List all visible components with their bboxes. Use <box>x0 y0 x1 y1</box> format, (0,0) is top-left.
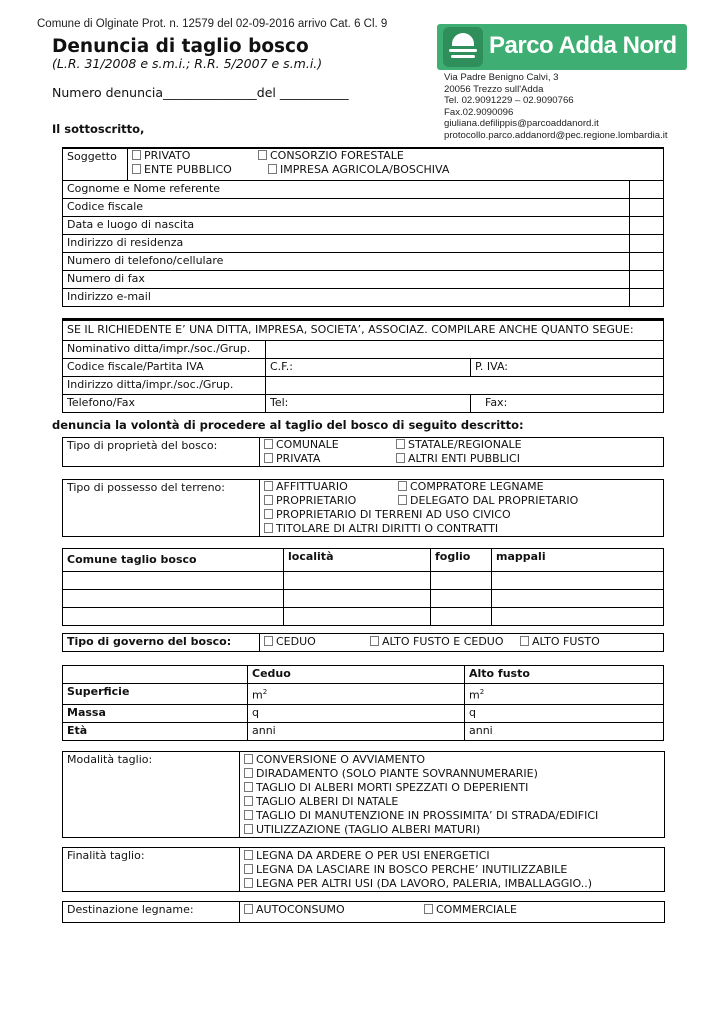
page-title: Denuncia di taglio bosco <box>52 36 309 57</box>
massa-alto-input[interactable]: q <box>465 704 664 722</box>
possesso-label: Tipo di possesso del terreno: <box>63 480 260 537</box>
option-label: CONVERSIONE O AVVIAMENTO <box>256 753 426 766</box>
destinazione-options <box>240 902 665 923</box>
checkbox-icon[interactable] <box>396 453 405 463</box>
table-cell[interactable] <box>431 608 492 626</box>
destinazione-table <box>62 901 665 923</box>
checkbox-icon[interactable] <box>244 878 253 888</box>
option-alto-fusto-ceduo[interactable] <box>370 634 520 650</box>
field-label: Cognome e Nome referente <box>63 181 630 199</box>
unit-label: m <box>252 688 263 702</box>
checkbox-icon[interactable] <box>244 768 253 778</box>
table-cell[interactable] <box>63 590 284 608</box>
option-label: COMPRATORE LEGNAME <box>410 480 544 493</box>
possesso-table <box>62 479 664 537</box>
option-label: TAGLIO DI MANUTENZIONE IN PROSSIMITA’ DI STRADA/EDIFICI <box>256 809 599 822</box>
option-label: CEDUO <box>276 635 316 648</box>
field-input[interactable] <box>630 253 664 271</box>
option-label: UTILIZZAZIONE (TAGLIO ALBERI MATURI) <box>256 823 481 836</box>
option-alberi-natale[interactable] <box>244 795 660 809</box>
checkbox-icon[interactable] <box>398 495 407 505</box>
field-label: Indirizzo di residenza <box>63 235 630 253</box>
ditta-table <box>62 318 664 413</box>
denuncia-statement: denuncia la volontà di procedere al taglio del bosco di seguito descritto: <box>52 418 524 432</box>
table-row <box>63 590 664 608</box>
option-impresa[interactable] <box>258 163 449 177</box>
field-label: Codice fiscale/Partita IVA <box>63 359 266 377</box>
option-conversione[interactable] <box>244 753 660 767</box>
modalita-table <box>62 751 665 838</box>
contact-line: Tel. 02.9091229 – 02.9090766 <box>444 95 574 106</box>
piva-input[interactable]: P. IVA: <box>471 359 664 377</box>
checkbox-icon[interactable] <box>244 864 253 874</box>
governo-options <box>260 634 664 652</box>
option-legna-ardere[interactable] <box>244 849 660 863</box>
field-label: Nominativo ditta/impr./soc./Grup. <box>63 341 266 359</box>
checkbox-icon[interactable] <box>244 824 253 834</box>
table-cell[interactable] <box>63 608 284 626</box>
field-input[interactable] <box>266 377 664 395</box>
option-label: ALTO FUSTO <box>532 635 600 648</box>
checkbox-icon[interactable] <box>264 636 273 646</box>
finalita-options <box>240 848 665 892</box>
option-altri-diritti[interactable] <box>264 522 498 536</box>
table-cell[interactable] <box>284 608 431 626</box>
col-header-foglio: foglio <box>431 549 492 572</box>
table-cell[interactable] <box>284 572 431 590</box>
option-diradamento[interactable] <box>244 767 660 781</box>
contact-line: Fax.02.9090096 <box>444 106 514 118</box>
checkbox-icon[interactable] <box>370 636 379 646</box>
option-label: COMUNALE <box>276 438 339 451</box>
contact-line: Via Padre Benigno Calvi, 3 <box>444 72 559 83</box>
sottoscritto-label: Il sottoscritto, <box>52 122 145 136</box>
checkbox-icon[interactable] <box>264 509 273 519</box>
option-utilizzazione[interactable] <box>244 823 660 837</box>
option-alto-fusto[interactable] <box>520 634 600 650</box>
modalita-options <box>240 752 665 838</box>
checkbox-icon[interactable] <box>268 164 277 174</box>
field-label: Data e luogo di nascita <box>63 217 630 235</box>
option-label: PROPRIETARIO DI TERRENI AD USO CIVICO <box>276 508 511 521</box>
row-label: Massa <box>63 704 248 722</box>
option-privata[interactable] <box>264 452 396 466</box>
tel-input[interactable]: Tel: <box>266 395 471 413</box>
field-input[interactable] <box>630 181 664 199</box>
eta-alto-input[interactable]: anni <box>465 722 664 740</box>
col-header-ceduo: Ceduo <box>248 666 465 684</box>
option-uso-civico[interactable] <box>264 508 511 522</box>
table-row <box>63 572 664 590</box>
option-autoconsumo[interactable] <box>244 902 424 918</box>
possesso-options <box>260 480 664 537</box>
checkbox-icon[interactable] <box>244 810 253 820</box>
option-label: TAGLIO DI ALBERI MORTI SPEZZATI O DEPERIENTI <box>256 781 529 794</box>
checkbox-icon[interactable] <box>244 796 253 806</box>
soggetto-table <box>62 147 664 307</box>
protocol-stamp: Comune di Olginate Prot. n. 12579 del 02-09-2016 arrivo Cat. 6 Cl. 9 <box>37 18 388 30</box>
checkbox-icon[interactable] <box>264 495 273 505</box>
option-label: DELEGATO DAL PROPRIETARIO <box>410 494 579 507</box>
col-header-comune: Comune taglio bosco <box>63 549 284 572</box>
park-logo-text: Parco Adda Nord <box>489 32 677 59</box>
superficie-ceduo-input[interactable] <box>248 684 465 705</box>
option-label: ALTO FUSTO E CEDUO <box>382 635 504 648</box>
col-header-mappali: mappali <box>492 549 664 572</box>
option-commerciale[interactable] <box>424 902 517 918</box>
table-row <box>63 722 664 740</box>
checkbox-icon[interactable] <box>258 150 267 160</box>
checkbox-icon[interactable] <box>264 481 273 491</box>
option-label: PROPRIETARIO <box>276 494 357 507</box>
row-label: Età <box>63 722 248 740</box>
massa-ceduo-input[interactable]: q <box>248 704 465 722</box>
park-logo-icon <box>443 27 483 67</box>
finalita-table <box>62 847 665 892</box>
park-logo <box>437 24 687 70</box>
unit-exponent: 2 <box>262 688 268 696</box>
contact-line: protocollo.parco.addanord@pec.regione.lombardia.it <box>444 129 668 141</box>
option-consorzio[interactable] <box>258 149 404 163</box>
checkbox-icon[interactable] <box>264 523 273 533</box>
soggetto-options <box>128 148 664 181</box>
modalita-label: Modalità taglio: <box>63 752 240 838</box>
option-label: DIRADAMENTO (SOLO PIANTE SOVRANNUMERARIE) <box>256 767 538 780</box>
field-label: Numero di fax <box>63 271 630 289</box>
option-comunale[interactable] <box>264 438 396 452</box>
cf-input[interactable]: C.F.: <box>266 359 471 377</box>
option-privato[interactable] <box>132 149 258 163</box>
option-ente-pubblico[interactable] <box>132 163 258 177</box>
field-input[interactable] <box>266 341 664 359</box>
field-label: Codice fiscale <box>63 199 630 217</box>
park-contacts <box>444 72 668 141</box>
table-cell[interactable] <box>284 590 431 608</box>
checkbox-icon[interactable] <box>244 904 253 914</box>
option-label: PRIVATA <box>276 452 321 465</box>
eta-ceduo-input[interactable]: anni <box>248 722 465 740</box>
checkbox-icon[interactable] <box>244 782 253 792</box>
checkbox-icon[interactable] <box>132 150 141 160</box>
proprieta-label: Tipo di proprietà del bosco: <box>63 438 260 467</box>
table-cell[interactable] <box>63 572 284 590</box>
table-row <box>63 608 664 626</box>
field-input[interactable] <box>630 199 664 217</box>
field-input[interactable] <box>630 217 664 235</box>
option-statale[interactable] <box>396 438 522 452</box>
checkbox-icon[interactable] <box>264 453 273 463</box>
option-label: AUTOCONSUMO <box>256 903 345 916</box>
table-cell[interactable] <box>492 572 664 590</box>
unit-exponent: 2 <box>479 688 485 696</box>
table-cell[interactable] <box>492 590 664 608</box>
option-altri-enti[interactable] <box>396 452 520 466</box>
comune-table <box>62 548 664 626</box>
table-cell[interactable] <box>431 590 492 608</box>
contact-line: 20056 Trezzo sull'Adda <box>444 83 544 95</box>
fax-input[interactable]: Fax: <box>471 395 664 413</box>
option-label: IMPRESA AGRICOLA/BOSCHIVA <box>280 163 450 176</box>
checkbox-icon[interactable] <box>398 481 407 491</box>
field-label: Indirizzo e-mail <box>63 289 630 307</box>
option-label: PRIVATO <box>144 149 191 162</box>
table-cell[interactable] <box>492 608 664 626</box>
proprieta-options <box>260 438 664 467</box>
option-label: TAGLIO ALBERI DI NATALE <box>256 795 399 808</box>
law-reference: (L.R. 31/2008 e s.m.i.; R.R. 5/2007 e s.m.i.) <box>52 56 323 71</box>
misure-corner <box>63 666 248 684</box>
numero-denuncia-field[interactable]: Numero denuncia_______________del ___________ <box>52 85 349 100</box>
table-cell[interactable] <box>431 572 492 590</box>
option-label: ENTE PUBBLICO <box>144 163 232 176</box>
option-legna-altri-usi[interactable] <box>244 877 660 891</box>
option-label: LEGNA PER ALTRI USI (DA LAVORO, PALERIA, IMBALLAGGIO..) <box>256 877 593 890</box>
field-label: Indirizzo ditta/impr./soc./Grup. <box>63 377 266 395</box>
option-ceduo[interactable] <box>264 634 370 650</box>
col-header-alto-fusto: Alto fusto <box>465 666 664 684</box>
field-input[interactable] <box>630 235 664 253</box>
checkbox-icon[interactable] <box>396 439 405 449</box>
field-input[interactable] <box>630 271 664 289</box>
option-label: TITOLARE DI ALTRI DIRITTI O CONTRATTI <box>276 522 499 535</box>
checkbox-icon[interactable] <box>424 904 433 914</box>
option-affittuario[interactable] <box>264 480 398 494</box>
field-label: Telefono/Fax <box>63 395 266 413</box>
checkbox-icon[interactable] <box>520 636 529 646</box>
option-label: ALTRI ENTI PUBBLICI <box>408 452 520 465</box>
superficie-alto-input[interactable] <box>465 684 664 705</box>
finalita-label: Finalità taglio: <box>63 848 240 892</box>
table-row <box>63 704 664 722</box>
option-legna-bosco[interactable] <box>244 863 660 877</box>
field-label: Numero di telefono/cellulare <box>63 253 630 271</box>
option-alberi-morti[interactable] <box>244 781 660 795</box>
option-label: COMMERCIALE <box>436 903 517 916</box>
option-label: STATALE/REGIONALE <box>408 438 522 451</box>
checkbox-icon[interactable] <box>132 164 141 174</box>
proprieta-table <box>62 437 664 467</box>
unit-label: m <box>469 688 480 702</box>
option-label: CONSORZIO FORESTALE <box>270 149 404 162</box>
option-proprietario[interactable] <box>264 494 398 508</box>
col-header-localita: località <box>284 549 431 572</box>
option-delegato[interactable] <box>398 494 578 508</box>
governo-table <box>62 633 664 652</box>
option-compratore[interactable] <box>398 480 544 494</box>
ditta-header: SE IL RICHIEDENTE E’ UNA DITTA, IMPRESA, SOCIETA’, ASSOCIAZ. COMPILARE ANCHE QUANTO SEGUE: <box>63 320 664 341</box>
table-row <box>63 684 664 705</box>
governo-label: Tipo di governo del bosco: <box>63 634 260 652</box>
checkbox-icon[interactable] <box>244 754 253 764</box>
field-input[interactable] <box>630 289 664 307</box>
contact-line: giuliana.defilippis@parcoaddanord.it <box>444 118 599 129</box>
row-label: Superficie <box>63 684 248 705</box>
option-label: LEGNA DA ARDERE O PER USI ENERGETICI <box>256 849 490 862</box>
option-manutenzione[interactable] <box>244 809 660 823</box>
checkbox-icon[interactable] <box>264 439 273 449</box>
misure-table <box>62 665 664 741</box>
checkbox-icon[interactable] <box>244 850 253 860</box>
option-label: AFFITTUARIO <box>276 480 348 493</box>
destinazione-label: Destinazione legname: <box>63 902 240 923</box>
soggetto-label: Soggetto <box>63 148 128 181</box>
option-label: LEGNA DA LASCIARE IN BOSCO PERCHE’ INUTILIZZABILE <box>256 863 568 876</box>
